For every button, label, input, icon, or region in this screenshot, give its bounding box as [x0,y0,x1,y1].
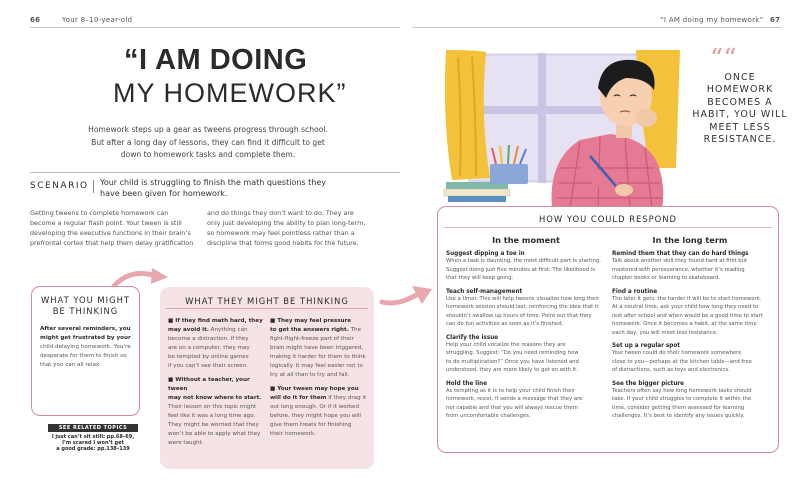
they-heading-rule [166,308,368,309]
see-related-topics [48,424,138,452]
tip-self-management: Teach self-management Use a timer. This will help tweens visualize how long their homework session should last, reinforcing the idea that it shouldn’t swallow up hours of time. Point out that they can do fun activities as soon as it’s finished. [446,288,600,327]
page-number-left: 66 [30,16,41,24]
running-head-right: “I AM doing my homework” [660,16,764,24]
pull-quote: ONCE HOMEWORK BECOMES A HABIT, YOU WILL MEET LESS RESISTANCE. [692,72,788,146]
they-item-4: ■ Your tween may hope you will do it for them if they drag it out long enough. Or if it worked before, they might hope you will give them treats for finishing their homework. [270,386,367,437]
tip-clarify-issue: Clarify the issue Help your child vocalize the reasons they are struggling. Suggest: “Do you need reminding how to do multiplication?” Once you have listened and understood, they are more likely to get on with it. [446,334,579,373]
they-item-1: ■ If they find math hard, they may avoid it. Anything can become a distraction. If they are on a computer, they may be tempted by online games if you can’t see their screen. [168,318,263,369]
body-column-2: and do things they don’t want to do. They are only just developing the ability to plan long-term, so homework may feel pointless rather than a discipline that forms good habits for the future. [207,209,366,247]
they-item-3: ■ They may feel pressure to get the answers right. The fight-flight-freeze part of their brain might have been triggered, making it harder for them to think logically. It may feel easier not to try at all than to try and fail. [270,318,366,378]
body-column-1: Getting tweens to complete homework can become a regular flash point. Your tween is still developing the executive functions in their brain’s prefrontal cortex that help them delay gratification [30,209,194,247]
tip-regular-spot: Set up a regular spot Your tween could do their homework somewhere close to you—perhaps at the kitchen table—and free of distractions, such as toys and electronics. [612,343,752,373]
respond-col2-head: In the long term [652,235,728,245]
header-rule-left [30,27,400,28]
respond-heading-rule [444,227,772,228]
page-number-right: 67 [770,16,781,24]
child-homework-illustration [440,48,690,208]
scenario-divider [93,180,94,193]
tip-hold-line: Hold the line As tempting as it is to help your child finish their homework, resist. It sends a message that they are not capable and that you will always rescue them from uncomfortable challenges. [446,380,583,419]
intro-text: Homework steps up a gear as tweens progress through school. But after a long day of lessons, they can find it difficult to get down to homework tasks and complete them. [88,125,328,159]
tip-bigger-picture: See the bigger picture Teachers often say how long homework tasks should take. If your child struggles to complete it within the time, consider getting them assessed for learning challenges. It’s best to identify any issues quickly. [612,380,752,419]
running-head-left: Your 8–10-year-old [62,16,133,24]
page-title-line1: “I AM DOING [124,44,308,76]
what-you-might-be-thinking-box [31,286,140,416]
respond-col1-head: In the moment [492,235,560,245]
what-you-might-heading: WHAT YOU MIGHT BE THINKING [40,295,131,316]
page-title-line2: MY HOMEWORK” [113,78,347,108]
arrow-graphic-right [378,282,434,310]
header-rule-right [412,27,782,28]
respond-col1 [446,251,608,421]
what-they-might-be-thinking-box [160,287,374,469]
respond-col2 [612,251,774,421]
respond-heading: HOW YOU COULD RESPOND [538,214,677,224]
what-they-might-heading: WHAT THEY MIGHT BE THINKING [185,296,349,306]
they-item-2: ■ Without a teacher, your tween may not know where to start. Their lesson on this topic might feel like it was a long time ago. They might be worried that they won’t be able to apply what they were taught. [168,377,262,446]
how-you-could-respond-box [437,206,779,453]
tip-dipping-toe: Suggest dipping a toe in When a task is daunting, the most difficult part is starting. Suggest doing just five minutes at first. The likelihood is that they will keep going. [446,251,601,281]
scenario-text: Your child is struggling to finish the math questions they have been given for homework. [100,178,326,198]
quote-marks: ““ [710,44,737,74]
tip-find-routine: Find a routine The later it gets, the harder it will be to start homework. At a neutral time, ask your child how long they need to rest after school and when would be a good time to start homework. Once it becomes a habit, at the same time each day, you will meet less resistance. [612,288,763,336]
scenario-label: SCENARIO [30,181,89,191]
see-related-link-3[interactable]: a good grade: pp.138–139 [56,446,130,452]
scenario-rule [30,172,400,173]
see-related-link-1[interactable]: I just can’t sit still: pp.68–69, [51,434,135,440]
what-you-might-text: After several reminders, you might get frustrated by your child delaying homework. You’re desperate for them to finish so that you can all relax. [40,326,131,368]
see-related-heading: SEE RELATED TOPICS [48,424,138,432]
see-related-link-2[interactable]: I’m scared I won’t get [62,440,124,446]
tip-hard-things: Remind them that they can do hard things Talk about another skill they found hard at first but mastered with perseverance, whether it’s reading chapter books or learning to skateboard. [612,251,749,281]
